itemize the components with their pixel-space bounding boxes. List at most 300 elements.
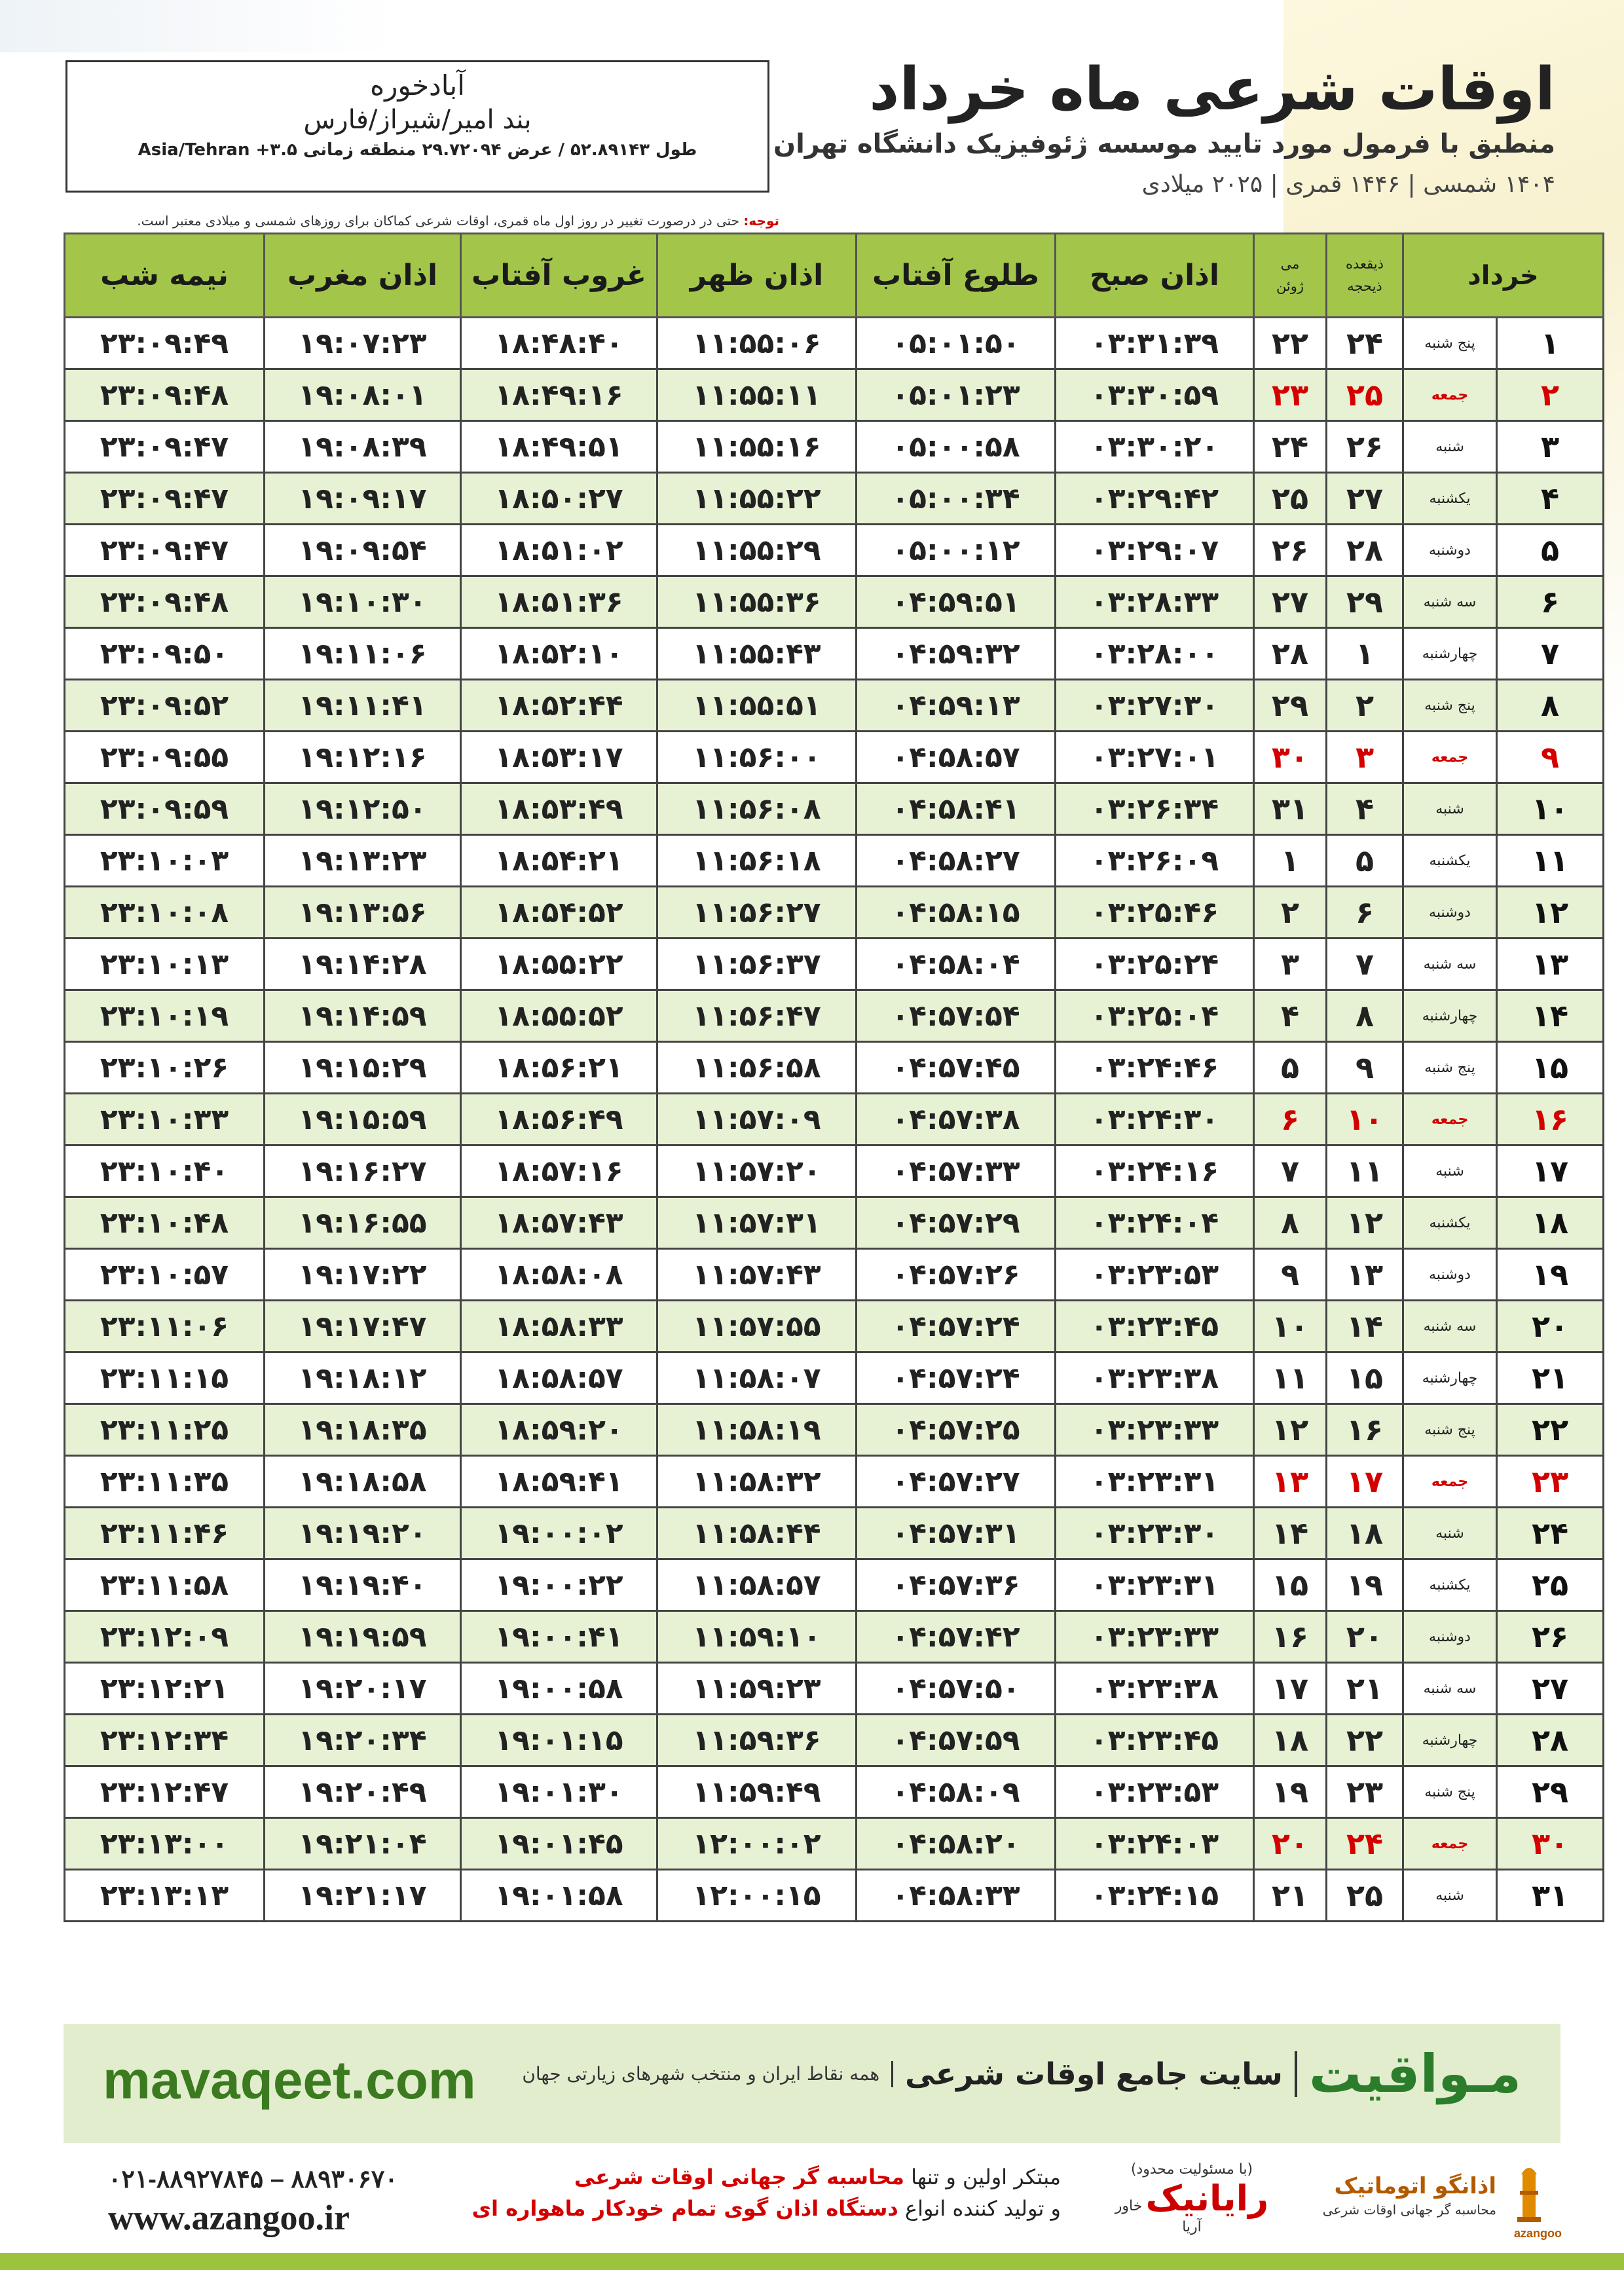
cell-hijri: ۱۳	[1327, 1249, 1403, 1301]
cell-sunset: ۱۹:۰۱:۴۵	[461, 1818, 657, 1870]
cell-midnight: ۲۳:۰۹:۵۹	[65, 783, 265, 835]
cell-sunrise: ۰۴:۵۹:۳۲	[857, 628, 1056, 680]
cell-sunset: ۱۸:۵۸:۳۳	[461, 1301, 657, 1352]
cell-midnight: ۲۳:۱۱:۳۵	[65, 1456, 265, 1508]
table-row	[65, 1456, 1604, 1508]
cell-maghrib: ۱۹:۱۶:۵۵	[265, 1197, 461, 1249]
cell-fajr: ۰۳:۲۷:۳۰	[1056, 680, 1254, 732]
cell-dhuhr: ۱۱:۵۸:۰۷	[657, 1352, 857, 1404]
azangoo-sub: محاسبه گر جهانی اوقات شرعی	[1322, 2202, 1496, 2218]
rayanik-name: رایانیک	[1145, 2178, 1269, 2219]
cell-maghrib: ۱۹:۱۴:۵۹	[265, 990, 461, 1042]
cell-fajr: ۰۳:۲۳:۳۸	[1056, 1352, 1254, 1404]
cell-weekday: دوشنبه	[1403, 525, 1497, 576]
cell-fajr: ۰۳:۲۴:۱۶	[1056, 1145, 1254, 1197]
cell-dhuhr: ۱۱:۵۵:۲۹	[657, 525, 857, 576]
cell-dhuhr: ۱۲:۰۰:۱۵	[657, 1870, 857, 1922]
cell-day: ۲۸	[1497, 1715, 1604, 1766]
brand-divider	[1295, 2051, 1297, 2097]
cell-midnight: ۲۳:۱۱:۵۸	[65, 1559, 265, 1611]
cell-gregorian: ۱۹	[1254, 1766, 1327, 1818]
cell-midnight: ۲۳:۱۳:۰۰	[65, 1818, 265, 1870]
location-region: بند امیر/شیراز/فارس	[303, 104, 532, 135]
cell-maghrib: ۱۹:۲۰:۴۹	[265, 1766, 461, 1818]
cell-fajr: ۰۳:۲۳:۳۱	[1056, 1456, 1254, 1508]
cell-day: ۱۰	[1497, 783, 1604, 835]
header-hijri: ذیقعده ذیحجه	[1327, 234, 1403, 318]
cell-midnight: ۲۳:۰۹:۵۵	[65, 732, 265, 783]
cell-hijri: ۷	[1327, 939, 1403, 990]
cell-gregorian: ۲۵	[1254, 473, 1327, 525]
cell-day: ۱	[1497, 318, 1604, 369]
cell-hijri: ۲	[1327, 680, 1403, 732]
cell-weekday: چهارشنبه	[1403, 1352, 1497, 1404]
cell-dhuhr: ۱۱:۵۷:۲۰	[657, 1145, 857, 1197]
cell-midnight: ۲۳:۱۱:۲۵	[65, 1404, 265, 1456]
cell-sunset: ۱۸:۵۱:۰۲	[461, 525, 657, 576]
cell-sunrise: ۰۵:۰۱:۵۰	[857, 318, 1056, 369]
cell-dhuhr: ۱۱:۵۵:۵۱	[657, 680, 857, 732]
cell-maghrib: ۱۹:۱۸:۵۸	[265, 1456, 461, 1508]
cell-weekday: جمعه	[1403, 1818, 1497, 1870]
cell-day: ۳۱	[1497, 1870, 1604, 1922]
cell-weekday: دوشنبه	[1403, 887, 1497, 939]
cell-hijri: ۲۷	[1327, 473, 1403, 525]
cell-sunset: ۱۸:۵۴:۲۱	[461, 835, 657, 887]
cell-sunset: ۱۸:۵۶:۲۱	[461, 1042, 657, 1094]
cell-midnight: ۲۳:۱۲:۳۴	[65, 1715, 265, 1766]
table-row	[65, 1249, 1604, 1301]
slogan-divider	[891, 2061, 893, 2087]
azangoo-url[interactable]: www.azangoo.ir	[108, 2198, 350, 2237]
cell-hijri: ۲۲	[1327, 1715, 1403, 1766]
cell-sunrise: ۰۴:۵۸:۲۰	[857, 1818, 1056, 1870]
cell-hijri: ۹	[1327, 1042, 1403, 1094]
cell-sunset: ۱۹:۰۱:۱۵	[461, 1715, 657, 1766]
cell-hijri: ۲۱	[1327, 1663, 1403, 1715]
cell-sunset: ۱۸:۴۹:۱۶	[461, 369, 657, 421]
table-header-row	[65, 234, 1604, 318]
header-midnight: نیمه شب	[65, 234, 265, 318]
cell-day: ۱۶	[1497, 1094, 1604, 1145]
rayanik-note: (با مسئولیت محدود)	[1130, 2161, 1253, 2178]
cell-gregorian: ۱۵	[1254, 1559, 1327, 1611]
cell-maghrib: ۱۹:۰۷:۲۳	[265, 318, 461, 369]
page-subtitle: منطبق با فرمول مورد تایید موسسه ژئوفیزیک دانشگاه تهران	[773, 128, 1555, 159]
cell-midnight: ۲۳:۰۹:۴۷	[65, 473, 265, 525]
table-row	[65, 525, 1604, 576]
cell-gregorian: ۲۳	[1254, 369, 1327, 421]
cell-sunrise: ۰۴:۵۷:۲۷	[857, 1456, 1056, 1508]
cell-day: ۲۷	[1497, 1663, 1604, 1715]
cell-weekday: سه شنبه	[1403, 939, 1497, 990]
cell-dhuhr: ۱۱:۵۷:۴۳	[657, 1249, 857, 1301]
cell-weekday: شنبه	[1403, 1508, 1497, 1559]
cell-gregorian: ۱۴	[1254, 1508, 1327, 1559]
cell-day: ۱۴	[1497, 990, 1604, 1042]
cell-gregorian: ۱	[1254, 835, 1327, 887]
cell-midnight: ۲۳:۱۱:۰۶	[65, 1301, 265, 1352]
cell-sunset: ۱۸:۵۰:۲۷	[461, 473, 657, 525]
page-title: اوقات شرعی ماه خرداد	[869, 55, 1555, 124]
cell-fajr: ۰۳:۳۱:۳۹	[1056, 318, 1254, 369]
header-month: خرداد	[1403, 234, 1604, 318]
cell-weekday: یکشنبه	[1403, 473, 1497, 525]
cell-hijri: ۲۸	[1327, 525, 1403, 576]
cell-sunrise: ۰۴:۵۷:۳۸	[857, 1094, 1056, 1145]
cell-fajr: ۰۳:۲۵:۰۴	[1056, 990, 1254, 1042]
azangoo-latin: azangoo	[1513, 2227, 1562, 2240]
location-coordinates: طول ۵۲.۸۹۱۴۳ / عرض ۲۹.۷۲۰۹۴ منطقه زمانی ۳.۵+ Asia/Tehran	[138, 140, 697, 160]
rayanik-sub: خاور آریا	[1115, 2198, 1202, 2235]
table-row	[65, 1301, 1604, 1352]
table-row	[65, 732, 1604, 783]
cell-sunrise: ۰۴:۵۹:۵۱	[857, 576, 1056, 628]
cell-day: ۵	[1497, 525, 1604, 576]
cell-fajr: ۰۳:۲۵:۲۴	[1056, 939, 1254, 990]
cell-dhuhr: ۱۱:۵۸:۱۹	[657, 1404, 857, 1456]
cell-midnight: ۲۳:۱۲:۴۷	[65, 1766, 265, 1818]
cell-day: ۲۶	[1497, 1611, 1604, 1663]
table-row	[65, 1352, 1604, 1404]
cell-maghrib: ۱۹:۱۳:۲۳	[265, 835, 461, 887]
cell-sunset: ۱۸:۵۲:۱۰	[461, 628, 657, 680]
cell-dhuhr: ۱۱:۵۶:۵۸	[657, 1042, 857, 1094]
cell-dhuhr: ۱۱:۵۵:۲۲	[657, 473, 857, 525]
cell-sunrise: ۰۴:۵۸:۳۳	[857, 1870, 1056, 1922]
promo-line1-b: محاسبه گر جهانی اوقات شرعی	[574, 2165, 904, 2189]
cell-gregorian: ۱۲	[1254, 1404, 1327, 1456]
cell-maghrib: ۱۹:۱۱:۰۶	[265, 628, 461, 680]
cell-midnight: ۲۳:۱۰:۱۳	[65, 939, 265, 990]
cell-maghrib: ۱۹:۱۹:۲۰	[265, 1508, 461, 1559]
cell-weekday: جمعه	[1403, 1094, 1497, 1145]
table-row	[65, 939, 1604, 990]
cell-day: ۹	[1497, 732, 1604, 783]
cell-fajr: ۰۳:۲۸:۰۰	[1056, 628, 1254, 680]
cell-hijri: ۱۰	[1327, 1094, 1403, 1145]
cell-sunset: ۱۹:۰۱:۳۰	[461, 1766, 657, 1818]
brand	[522, 2043, 1521, 2104]
azangoo-name: اذانگو اتوماتیک	[1334, 2173, 1496, 2199]
cell-gregorian: ۸	[1254, 1197, 1327, 1249]
cell-sunrise: ۰۴:۵۷:۲۴	[857, 1352, 1056, 1404]
cell-weekday: سه شنبه	[1403, 1301, 1497, 1352]
cell-day: ۱۱	[1497, 835, 1604, 887]
cell-gregorian: ۱۸	[1254, 1715, 1327, 1766]
cell-hijri: ۴	[1327, 783, 1403, 835]
cell-day: ۲۱	[1497, 1352, 1604, 1404]
cell-sunset: ۱۹:۰۰:۰۲	[461, 1508, 657, 1559]
cell-midnight: ۲۳:۱۳:۱۳	[65, 1870, 265, 1922]
cell-weekday: شنبه	[1403, 421, 1497, 473]
header-maghrib: اذان مغرب	[265, 234, 461, 318]
cell-gregorian: ۱۱	[1254, 1352, 1327, 1404]
table-row	[65, 318, 1604, 369]
cell-fajr: ۰۳:۳۰:۲۰	[1056, 421, 1254, 473]
cell-gregorian: ۹	[1254, 1249, 1327, 1301]
cell-maghrib: ۱۹:۱۸:۳۵	[265, 1404, 461, 1456]
cell-day: ۱۲	[1497, 887, 1604, 939]
cell-gregorian: ۲۲	[1254, 318, 1327, 369]
cell-sunrise: ۰۴:۵۷:۲۹	[857, 1197, 1056, 1249]
table-row	[65, 1715, 1604, 1766]
cell-sunset: ۱۸:۵۹:۲۰	[461, 1404, 657, 1456]
cell-sunrise: ۰۵:۰۱:۲۳	[857, 369, 1056, 421]
cell-midnight: ۲۳:۱۱:۴۶	[65, 1508, 265, 1559]
cell-dhuhr: ۱۱:۵۵:۱۱	[657, 369, 857, 421]
cell-day: ۲۳	[1497, 1456, 1604, 1508]
cell-sunset: ۱۸:۵۵:۲۲	[461, 939, 657, 990]
cell-maghrib: ۱۹:۱۴:۲۸	[265, 939, 461, 990]
cell-dhuhr: ۱۱:۵۹:۲۳	[657, 1663, 857, 1715]
cell-fajr: ۰۳:۲۴:۰۴	[1056, 1197, 1254, 1249]
cell-midnight: ۲۳:۰۹:۴۷	[65, 421, 265, 473]
cell-day: ۱۳	[1497, 939, 1604, 990]
cell-hijri: ۱۴	[1327, 1301, 1403, 1352]
footer-banner	[64, 2024, 1560, 2143]
cell-dhuhr: ۱۱:۵۹:۱۰	[657, 1611, 857, 1663]
cell-day: ۳	[1497, 421, 1604, 473]
cell-sunset: ۱۸:۵۸:۰۸	[461, 1249, 657, 1301]
cell-maghrib: ۱۹:۰۸:۰۱	[265, 369, 461, 421]
cell-gregorian: ۱۳	[1254, 1456, 1327, 1508]
cell-weekday: چهارشنبه	[1403, 990, 1497, 1042]
header-sunset: غروب آفتاب	[461, 234, 657, 318]
cell-maghrib: ۱۹:۱۱:۴۱	[265, 680, 461, 732]
cell-sunrise: ۰۴:۵۷:۵۴	[857, 990, 1056, 1042]
table-row	[65, 369, 1604, 421]
cell-midnight: ۲۳:۰۹:۵۲	[65, 680, 265, 732]
table-row	[65, 990, 1604, 1042]
cell-hijri: ۱	[1327, 628, 1403, 680]
cell-weekday: جمعه	[1403, 732, 1497, 783]
cell-maghrib: ۱۹:۲۱:۰۴	[265, 1818, 461, 1870]
cell-day: ۲۲	[1497, 1404, 1604, 1456]
table-row	[65, 1766, 1604, 1818]
cell-weekday: یکشنبه	[1403, 1559, 1497, 1611]
cell-day: ۱۷	[1497, 1145, 1604, 1197]
cell-sunrise: ۰۴:۵۷:۲۴	[857, 1301, 1056, 1352]
cell-hijri: ۲۴	[1327, 1818, 1403, 1870]
cell-dhuhr: ۱۲:۰۰:۰۲	[657, 1818, 857, 1870]
cell-weekday: پنج شنبه	[1403, 680, 1497, 732]
cell-day: ۳۰	[1497, 1818, 1604, 1870]
location-box	[65, 60, 769, 193]
cell-weekday: پنج شنبه	[1403, 318, 1497, 369]
cell-gregorian: ۳۰	[1254, 732, 1327, 783]
cell-hijri: ۲۴	[1327, 318, 1403, 369]
cell-hijri: ۲۵	[1327, 1870, 1403, 1922]
cell-midnight: ۲۳:۰۹:۴۸	[65, 369, 265, 421]
cell-gregorian: ۷	[1254, 1145, 1327, 1197]
cell-maghrib: ۱۹:۱۵:۵۹	[265, 1094, 461, 1145]
cell-hijri: ۶	[1327, 887, 1403, 939]
cell-hijri: ۱۹	[1327, 1559, 1403, 1611]
table-row	[65, 1197, 1604, 1249]
table-row	[65, 1611, 1604, 1663]
cell-hijri: ۲۳	[1327, 1766, 1403, 1818]
cell-dhuhr: ۱۱:۵۶:۴۷	[657, 990, 857, 1042]
cell-fajr: ۰۳:۲۳:۴۵	[1056, 1301, 1254, 1352]
cell-maghrib: ۱۹:۲۰:۱۷	[265, 1663, 461, 1715]
cell-fajr: ۰۳:۲۴:۳۰	[1056, 1094, 1254, 1145]
cell-sunrise: ۰۴:۵۸:۴۱	[857, 783, 1056, 835]
cell-hijri: ۲۶	[1327, 421, 1403, 473]
note-label: توجه:	[743, 213, 779, 229]
cell-gregorian: ۳۱	[1254, 783, 1327, 835]
cell-sunrise: ۰۵:۰۰:۳۴	[857, 473, 1056, 525]
cell-gregorian: ۲۰	[1254, 1818, 1327, 1870]
table-row	[65, 887, 1604, 939]
cell-dhuhr: ۱۱:۵۹:۴۹	[657, 1766, 857, 1818]
cell-sunset: ۱۹:۰۰:۲۲	[461, 1559, 657, 1611]
cell-dhuhr: ۱۱:۵۷:۳۱	[657, 1197, 857, 1249]
cell-dhuhr: ۱۱:۵۵:۰۶	[657, 318, 857, 369]
cell-dhuhr: ۱۱:۵۹:۳۶	[657, 1715, 857, 1766]
minaret-icon	[1503, 2161, 1555, 2223]
table-row	[65, 1094, 1604, 1145]
site-url[interactable]: mavaqeet.com	[103, 2051, 476, 2110]
cell-maghrib: ۱۹:۱۲:۱۶	[265, 732, 461, 783]
year-line: ۱۴۰۴ شمسی | ۱۴۴۶ قمری | ۲۰۲۵ میلادی	[1141, 170, 1555, 198]
cell-midnight: ۲۳:۱۰:۲۶	[65, 1042, 265, 1094]
cell-hijri: ۱۵	[1327, 1352, 1403, 1404]
cell-fajr: ۰۳:۲۳:۳۳	[1056, 1404, 1254, 1456]
promo-line2-b: دستگاه اذان گوی تمام خودکار ماهواره ای	[471, 2196, 898, 2221]
cell-gregorian: ۲۱	[1254, 1870, 1327, 1922]
cell-sunrise: ۰۴:۵۸:۰۴	[857, 939, 1056, 990]
cell-sunrise: ۰۴:۵۸:۱۵	[857, 887, 1056, 939]
cell-hijri: ۸	[1327, 990, 1403, 1042]
cell-sunrise: ۰۴:۵۸:۲۷	[857, 835, 1056, 887]
cell-sunrise: ۰۴:۵۷:۲۵	[857, 1404, 1056, 1456]
cell-sunset: ۱۸:۵۳:۴۹	[461, 783, 657, 835]
cell-gregorian: ۱۷	[1254, 1663, 1327, 1715]
cell-dhuhr: ۱۱:۵۸:۴۴	[657, 1508, 857, 1559]
cell-day: ۲۰	[1497, 1301, 1604, 1352]
cell-fajr: ۰۳:۲۶:۳۴	[1056, 783, 1254, 835]
cell-maghrib: ۱۹:۱۸:۱۲	[265, 1352, 461, 1404]
cell-fajr: ۰۳:۲۴:۰۳	[1056, 1818, 1254, 1870]
table-row	[65, 1870, 1604, 1922]
cell-dhuhr: ۱۱:۵۵:۴۳	[657, 628, 857, 680]
cell-day: ۶	[1497, 576, 1604, 628]
cell-fajr: ۰۳:۲۳:۳۸	[1056, 1663, 1254, 1715]
cell-fajr: ۰۳:۲۳:۵۳	[1056, 1766, 1254, 1818]
cell-weekday: سه شنبه	[1403, 576, 1497, 628]
brand-name: مـواقیت	[1308, 2043, 1521, 2104]
cell-midnight: ۲۳:۱۰:۰۳	[65, 835, 265, 887]
cell-weekday: سه شنبه	[1403, 1663, 1497, 1715]
table-row	[65, 576, 1604, 628]
cell-fajr: ۰۳:۲۶:۰۹	[1056, 835, 1254, 887]
table-row	[65, 835, 1604, 887]
cell-weekday: جمعه	[1403, 369, 1497, 421]
cell-hijri: ۱۱	[1327, 1145, 1403, 1197]
cell-midnight: ۲۳:۰۹:۵۰	[65, 628, 265, 680]
promo-line1-a: مبتکر اولین و تنها	[911, 2165, 1061, 2189]
cell-midnight: ۲۳:۱۲:۰۹	[65, 1611, 265, 1663]
cell-midnight: ۲۳:۱۱:۱۵	[65, 1352, 265, 1404]
cell-fajr: ۰۳:۲۸:۳۳	[1056, 576, 1254, 628]
cell-maghrib: ۱۹:۲۰:۳۴	[265, 1715, 461, 1766]
cell-midnight: ۲۳:۱۰:۳۳	[65, 1094, 265, 1145]
cell-gregorian: ۲۶	[1254, 525, 1327, 576]
cell-sunrise: ۰۴:۵۸:۰۹	[857, 1766, 1056, 1818]
cell-day: ۱۹	[1497, 1249, 1604, 1301]
cell-sunset: ۱۸:۵۶:۴۹	[461, 1094, 657, 1145]
cell-hijri: ۲۰	[1327, 1611, 1403, 1663]
table-row	[65, 783, 1604, 835]
cell-weekday: دوشنبه	[1403, 1611, 1497, 1663]
cell-maghrib: ۱۹:۰۸:۳۹	[265, 421, 461, 473]
top-left-decoration	[0, 0, 393, 52]
cell-dhuhr: ۱۱:۵۶:۰۰	[657, 732, 857, 783]
cell-weekday: شنبه	[1403, 1870, 1497, 1922]
cell-sunrise: ۰۵:۰۰:۱۲	[857, 525, 1056, 576]
table-row	[65, 473, 1604, 525]
cell-dhuhr: ۱۱:۵۸:۵۷	[657, 1559, 857, 1611]
cell-sunrise: ۰۴:۵۷:۴۲	[857, 1611, 1056, 1663]
cell-fajr: ۰۳:۲۳:۳۰	[1056, 1508, 1254, 1559]
cell-sunrise: ۰۴:۵۸:۵۷	[857, 732, 1056, 783]
cell-maghrib: ۱۹:۰۹:۵۴	[265, 525, 461, 576]
cell-dhuhr: ۱۱:۵۵:۱۶	[657, 421, 857, 473]
cell-hijri: ۱۲	[1327, 1197, 1403, 1249]
cell-maghrib: ۱۹:۱۶:۲۷	[265, 1145, 461, 1197]
cell-sunset: ۱۸:۵۲:۴۴	[461, 680, 657, 732]
cell-fajr: ۰۳:۲۳:۳۳	[1056, 1611, 1254, 1663]
cell-hijri: ۵	[1327, 835, 1403, 887]
table-row	[65, 1404, 1604, 1456]
cell-maghrib: ۱۹:۲۱:۱۷	[265, 1870, 461, 1922]
cell-weekday: یکشنبه	[1403, 835, 1497, 887]
cell-day: ۸	[1497, 680, 1604, 732]
title-block	[737, 56, 1555, 198]
cell-sunset: ۱۸:۵۳:۱۷	[461, 732, 657, 783]
cell-gregorian: ۱۶	[1254, 1611, 1327, 1663]
note	[62, 213, 779, 229]
table-row	[65, 1663, 1604, 1715]
table-row	[65, 628, 1604, 680]
cell-dhuhr: ۱۱:۵۶:۱۸	[657, 835, 857, 887]
cell-gregorian: ۱۰	[1254, 1301, 1327, 1352]
cell-midnight: ۲۳:۱۰:۵۷	[65, 1249, 265, 1301]
cell-maghrib: ۱۹:۱۰:۳۰	[265, 576, 461, 628]
phone-number: ۰۲۱-۸۸۹۲۷۸۴۵ – ۸۸۹۳۰۶۷۰	[108, 2166, 398, 2193]
table-row	[65, 1818, 1604, 1870]
cell-dhuhr: ۱۱:۵۷:۵۵	[657, 1301, 857, 1352]
cell-gregorian: ۶	[1254, 1094, 1327, 1145]
cell-day: ۱۸	[1497, 1197, 1604, 1249]
cell-fajr: ۰۳:۲۴:۴۶	[1056, 1042, 1254, 1094]
header-sunrise: طلوع آفتاب	[857, 234, 1056, 318]
cell-sunrise: ۰۴:۵۷:۳۶	[857, 1559, 1056, 1611]
promo-line2-a: و تولید کننده انواع	[904, 2196, 1061, 2221]
cell-sunrise: ۰۴:۵۷:۳۱	[857, 1508, 1056, 1559]
cell-day: ۲۴	[1497, 1508, 1604, 1559]
cell-gregorian: ۴	[1254, 990, 1327, 1042]
prayer-times-table	[64, 233, 1604, 1922]
bottom-bar	[0, 2253, 1624, 2270]
cell-maghrib: ۱۹:۱۲:۵۰	[265, 783, 461, 835]
table-row	[65, 1508, 1604, 1559]
cell-dhuhr: ۱۱:۵۶:۰۸	[657, 783, 857, 835]
cell-midnight: ۲۳:۱۰:۰۸	[65, 887, 265, 939]
cell-maghrib: ۱۹:۱۷:۲۲	[265, 1249, 461, 1301]
cell-day: ۴	[1497, 473, 1604, 525]
